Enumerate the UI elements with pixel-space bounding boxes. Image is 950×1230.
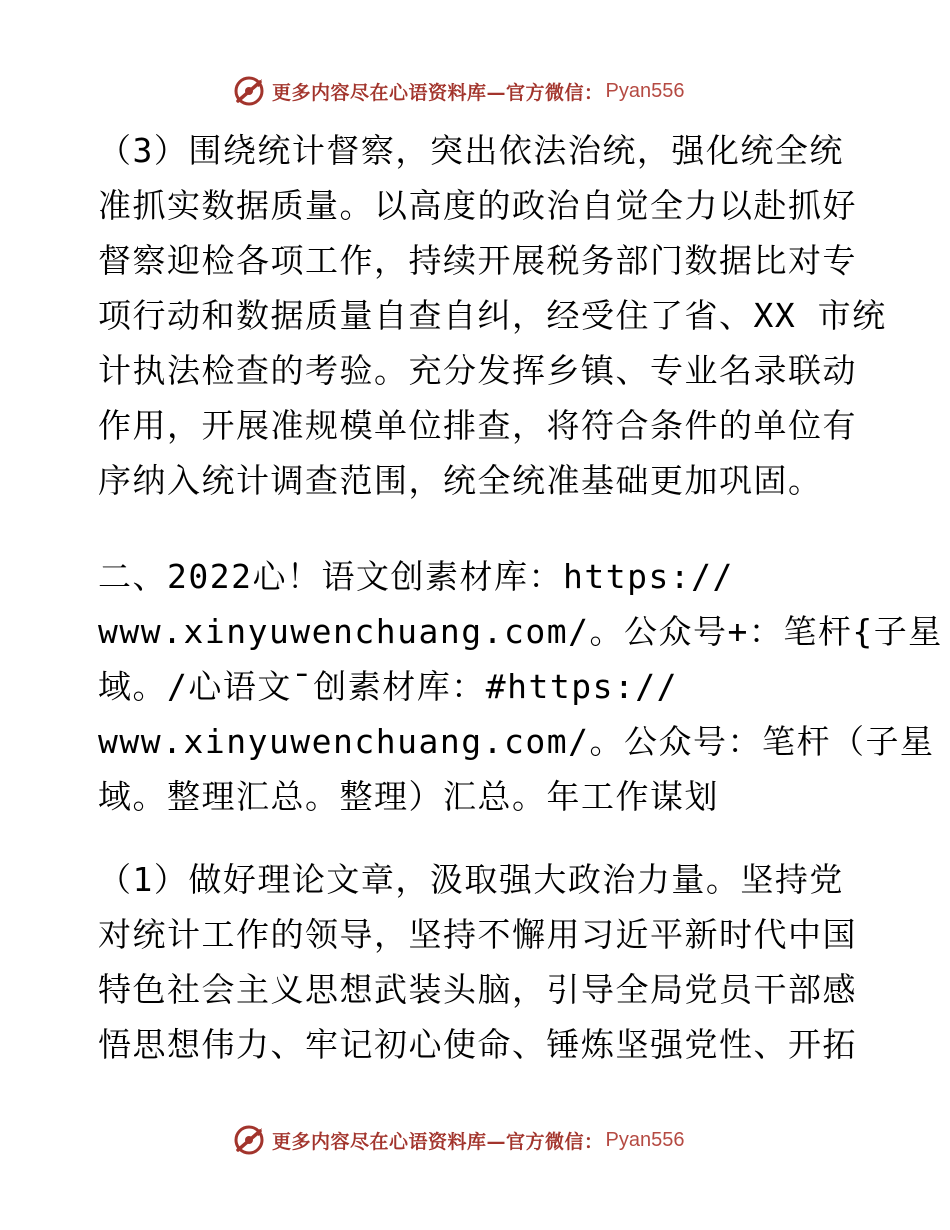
text-line: 作用，开展准规模单位排查，将符合条件的单位有 <box>98 406 857 445</box>
text-line: （3）围绕统计督察，突出依法治统，强化统全统 <box>98 131 844 170</box>
text-line: （1）做好理论文章，汲取强大政治力量。坚持党 <box>98 860 844 899</box>
footer-watermark <box>232 1122 684 1158</box>
text-line: 计执法检查的考验。充分发挥乡镇、专业名录联动 <box>98 351 857 390</box>
text-line: 域。整理汇总。整理）汇总。年工作谋划 <box>98 777 719 816</box>
text-line: 对统计工作的领导，坚持不懈用习近平新时代中国 <box>98 915 857 954</box>
watermark-text: 更多内容尽在心语资料库—官方微信： <box>272 81 604 104</box>
text-line: www.xinyuwenchuang.com/。公众号+：笔杆{子星 <box>98 612 943 651</box>
brush-logo-icon <box>232 1123 266 1157</box>
text-line: 项行动和数据质量自查自纠，经受住了省、XX 市统 <box>98 296 887 335</box>
text-line: 序纳入统计调查范围，统全统准基础更加巩固。 <box>98 461 823 500</box>
text-line: 特色社会主义思想武装头脑，引导全局党员干部感 <box>98 970 857 1009</box>
text-line: 督察迎检各项工作，持续开展税务部门数据比对专 <box>98 241 857 280</box>
watermark-text: 更多内容尽在心语资料库—官方微信： <box>272 1130 604 1153</box>
watermark-handle: Pyan556 <box>605 1128 685 1151</box>
text-line: 准抓实数据质量。以高度的政治自觉全力以赴抓好 <box>98 186 857 225</box>
text-line: www.xinyuwenchuang.com/。公众号：笔杆（子星 <box>98 722 935 761</box>
watermark-handle: Pyan556 <box>605 79 685 102</box>
paragraph-theory-work <box>98 852 888 1072</box>
text-line: 悟思想伟力、牢记初心使命、锤炼坚强党性、开拓 <box>98 1025 857 1064</box>
paragraph-section-heading <box>98 549 943 824</box>
brush-logo-icon <box>232 74 266 108</box>
paragraph-statistics-inspection <box>98 123 888 508</box>
text-line: 域。/心语文¯创素材库：#https:// <box>98 667 679 706</box>
header-watermark <box>232 73 684 109</box>
text-line: 二、2022心！语文创素材库：https:// <box>98 557 734 596</box>
